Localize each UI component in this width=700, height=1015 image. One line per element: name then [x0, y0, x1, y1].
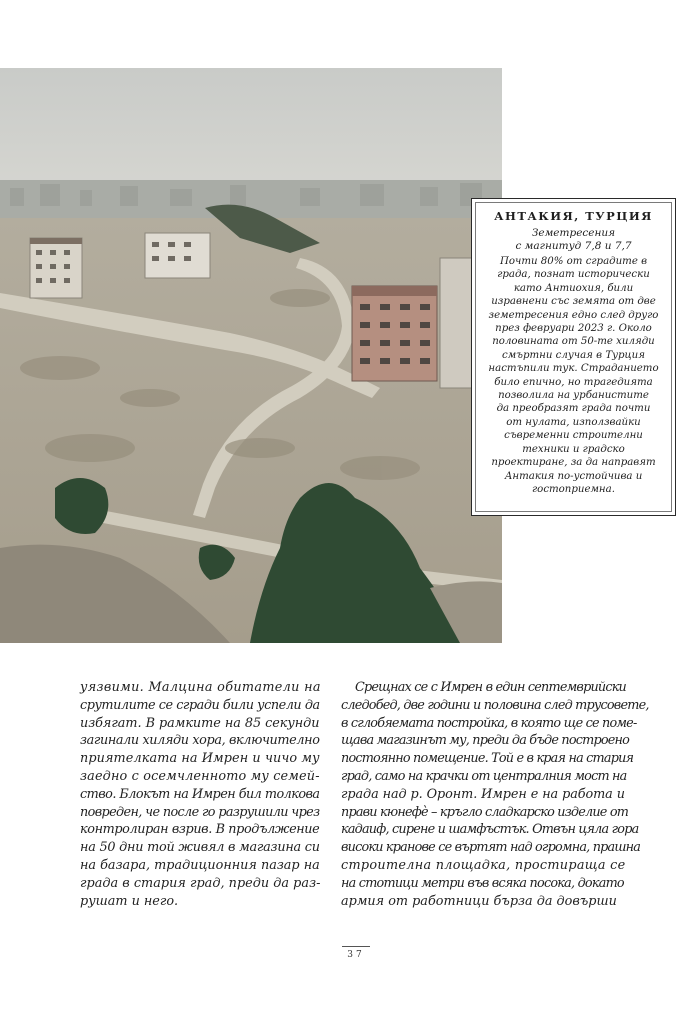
- text-line: на базара, традиционния пазар на: [80, 857, 320, 873]
- sidebar-title: АНТАКИЯ, ТУРЦИЯ: [494, 209, 653, 223]
- text-line: уязвими. Малцина обитатели на: [80, 680, 321, 695]
- sidebar-body-line: проектиране, за да направят: [491, 457, 656, 469]
- sidebar-body-line: гостоприемна.: [532, 483, 615, 495]
- sky: [0, 68, 502, 198]
- text-line: контролиран взрив. В продължение: [80, 822, 320, 838]
- text-line: кадаиф, сирене и шамфъстък. Отвън цяла гора: [341, 822, 639, 838]
- sidebar-body-line: техники и градско: [522, 443, 625, 455]
- aerial-city-illustration: [0, 68, 502, 643]
- text-line: град, само на крачки от централния мост на: [341, 768, 627, 784]
- sidebar-body-line: града, познат исторически: [497, 269, 650, 281]
- text-line: в сглобяемата постройка, в която ще се поме-: [341, 715, 637, 731]
- sidebar-body-line: настъпили тук. Страданието: [488, 363, 659, 375]
- text-line: града над р. Оронт. Имрен е на работа и: [341, 786, 625, 802]
- info-sidebar: [471, 198, 676, 516]
- text-line: заедно с осемчленното му семей-: [80, 768, 320, 784]
- text-line: на 50 дни той живял в магазина си: [80, 840, 320, 856]
- sidebar-body-line: било епично, но трагедията: [494, 376, 653, 388]
- text-line: високи кранове се въртят над огромна, прашна: [341, 840, 641, 856]
- sidebar-body-line: Антакия по-устойчива и: [504, 470, 643, 482]
- text-line: прави кюнефè – кръгло сладкарско изделие от: [341, 804, 629, 820]
- text-line: повреден, че после го разрушили чрез: [80, 804, 320, 820]
- text-line: постоянно помещение. Той е в края на стария: [341, 751, 634, 767]
- article-column-left: [80, 679, 320, 910]
- text-line: загинали хиляди хора, включително: [80, 733, 320, 749]
- sidebar-body: [479, 255, 668, 496]
- page-number: 37: [347, 950, 365, 960]
- text-line: следобед, две години и половина след трусовете,: [341, 697, 649, 713]
- text-line: армия от работници бърза да довърши: [341, 893, 617, 909]
- sidebar-body-line: от нулата, използвайки: [506, 416, 641, 428]
- text-line: ство. Блокът на Имрен бил толкова: [80, 786, 320, 802]
- text-line: града в стария град, преди да раз-: [80, 875, 321, 891]
- sidebar-body-line: съвременни строителни: [504, 430, 643, 442]
- sidebar-body-line: да преобразят града почти: [496, 403, 651, 415]
- sidebar-body-line: през февруари 2023 г. Около: [495, 323, 652, 335]
- text-line: рушат и него.: [80, 893, 179, 909]
- text-line: щава магазинът му, преди да бъде построено: [341, 733, 630, 749]
- text-line: Срещнах се с Имрен в един септемврийски: [355, 680, 626, 695]
- text-line: срутилите се сгради били успели да: [80, 697, 320, 713]
- text-line: строителна площадка, простираща се: [341, 857, 626, 873]
- sidebar-body-line: като Антиохия, били: [513, 282, 634, 294]
- aerial-city-photo: [0, 68, 502, 643]
- sidebar-subtitle-line: с магнитуд 7,8 и 7,7: [515, 240, 632, 252]
- sidebar-body-line: позволила на урбанистите: [498, 390, 649, 402]
- sidebar-body-line: изравнени със земята от две: [491, 296, 656, 308]
- article-column-right: [341, 679, 649, 910]
- sidebar-body-line: смъртни случая в Турция: [502, 349, 645, 361]
- sidebar-subtitle: [479, 227, 668, 253]
- sidebar-body-line: Почти 80% от сградите в: [499, 256, 648, 267]
- page-number-rule: [342, 946, 370, 947]
- sidebar-body-line: половината от 50-те хиляди: [492, 336, 655, 348]
- sidebar-subtitle-line: Земетресения: [531, 227, 616, 239]
- text-line: приятелката на Имрен и чичо му: [80, 751, 320, 767]
- text-line: на стотици метри във всяка посока, докато: [341, 875, 624, 891]
- sidebar-body-line: земетресения едно след друго: [488, 309, 659, 321]
- text-line: избягат. В рамките на 85 секунди: [80, 715, 320, 731]
